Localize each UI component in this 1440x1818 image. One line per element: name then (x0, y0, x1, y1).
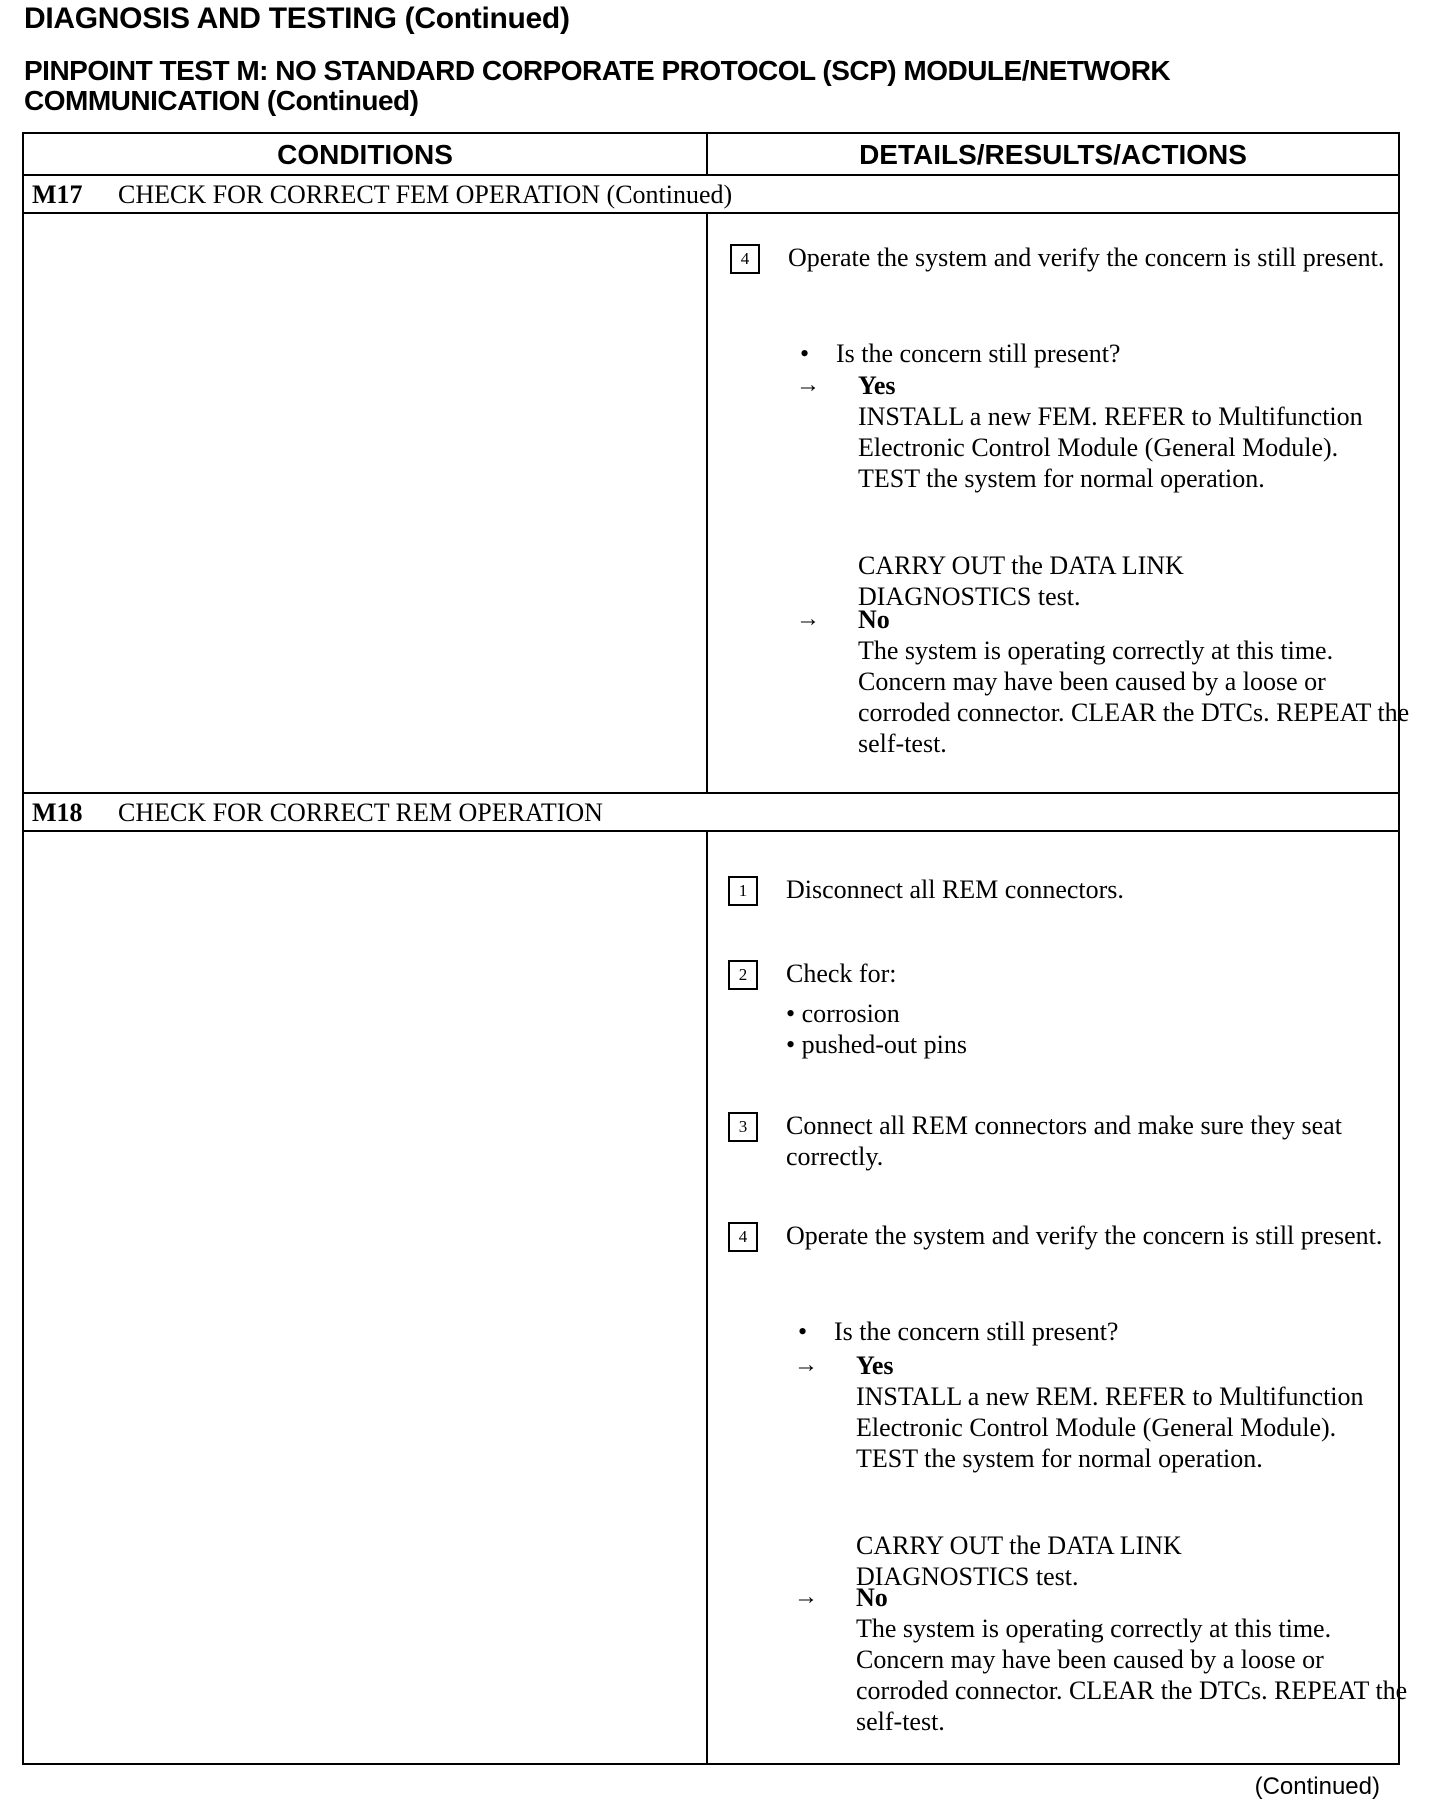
step-text: Operate the system and verify the concern is still present. (788, 243, 1385, 272)
section-title: CHECK FOR CORRECT REM OPERATION (118, 798, 603, 827)
conditions-column-header: CONDITIONS (277, 139, 453, 170)
question-text: Is the concern still present? (834, 1317, 1119, 1346)
step-number-box: 1 (728, 876, 758, 906)
yes-action-text: INSTALL a new REM. REFER to Multifunction Electronic Control Module (General Module). TEST the system for normal operation. (856, 1382, 1364, 1473)
step-number-box: 4 (728, 1222, 758, 1252)
pinpoint-test-title (24, 56, 1324, 116)
step-text: Disconnect all REM connectors. (786, 875, 1124, 904)
row-divider (24, 792, 1398, 794)
step-text: Operate the system and verify the concern is still present. (786, 1221, 1383, 1250)
yes-label: Yes (856, 1351, 894, 1380)
section-code: M18 (32, 798, 83, 827)
section-divider-mask (706, 794, 708, 830)
yes-action-text-2: CARRY OUT the DATA LINK DIAGNOSTICS test. (858, 551, 1184, 611)
diagnostic-table (22, 132, 1410, 1765)
details-column-header: DETAILS/RESULTS/ACTIONS (859, 139, 1247, 170)
check-list (786, 998, 1286, 1060)
test-title-line-1: PINPOINT TEST M: NO STANDARD CORPORATE PROTOCOL (SCP) MODULE/NETWORK (24, 55, 1171, 86)
section-title: CHECK FOR CORRECT FEM OPERATION (Continued) (118, 180, 733, 209)
question-text: Is the concern still present? (836, 339, 1121, 368)
no-action-text: The system is operating correctly at this time. Concern may have been caused by a loose or corroded connector. CLEAR the DTCs. REPEAT the self-test. (858, 636, 1410, 758)
step-number-box: 2 (728, 960, 758, 990)
page-title: DIAGNOSIS AND TESTING (Continued) (24, 2, 570, 35)
row-divider (24, 212, 1398, 214)
bullet-icon: • (786, 1030, 796, 1059)
step-text: Check for: (786, 959, 897, 988)
yes-action-text-2: CARRY OUT the DATA LINK DIAGNOSTICS test. (856, 1531, 1182, 1591)
no-label: No (858, 605, 890, 634)
check-list-item: • pushed-out pins (786, 1030, 967, 1059)
bullet-icon: • (800, 339, 810, 368)
arrow-right-icon: → (796, 606, 820, 632)
test-title-line-2: COMMUNICATION (Continued) (24, 85, 419, 116)
continued-footer: (Continued) (1254, 1773, 1380, 1800)
step-text: Connect all REM connectors and make sure they seat correctly. (786, 1111, 1342, 1171)
header-divider (24, 174, 1398, 176)
column-divider (706, 134, 708, 1763)
yes-label: Yes (858, 371, 896, 400)
no-action-text: The system is operating correctly at this time. Concern may have been caused by a loose or corroded connector. CLEAR the DTCs. REPEAT the self-test. (856, 1614, 1408, 1736)
row-divider (24, 830, 1398, 832)
section-m18-heading (32, 798, 603, 828)
yes-action-text: INSTALL a new FEM. REFER to Multifunction Electronic Control Module (General Module). TEST the system for normal operation. (858, 402, 1363, 493)
arrow-right-icon: → (794, 1584, 818, 1610)
section-m17-heading (32, 180, 732, 210)
step-number-box: 3 (728, 1112, 758, 1142)
bullet-icon: • (786, 999, 796, 1028)
check-list-item: • corrosion (786, 999, 900, 1028)
bullet-icon: • (798, 1317, 808, 1346)
step-number-box: 4 (730, 244, 760, 274)
no-label: No (856, 1583, 888, 1612)
arrow-right-icon: → (794, 1352, 818, 1378)
arrow-right-icon: → (796, 372, 820, 398)
section-code: M17 (32, 180, 83, 209)
